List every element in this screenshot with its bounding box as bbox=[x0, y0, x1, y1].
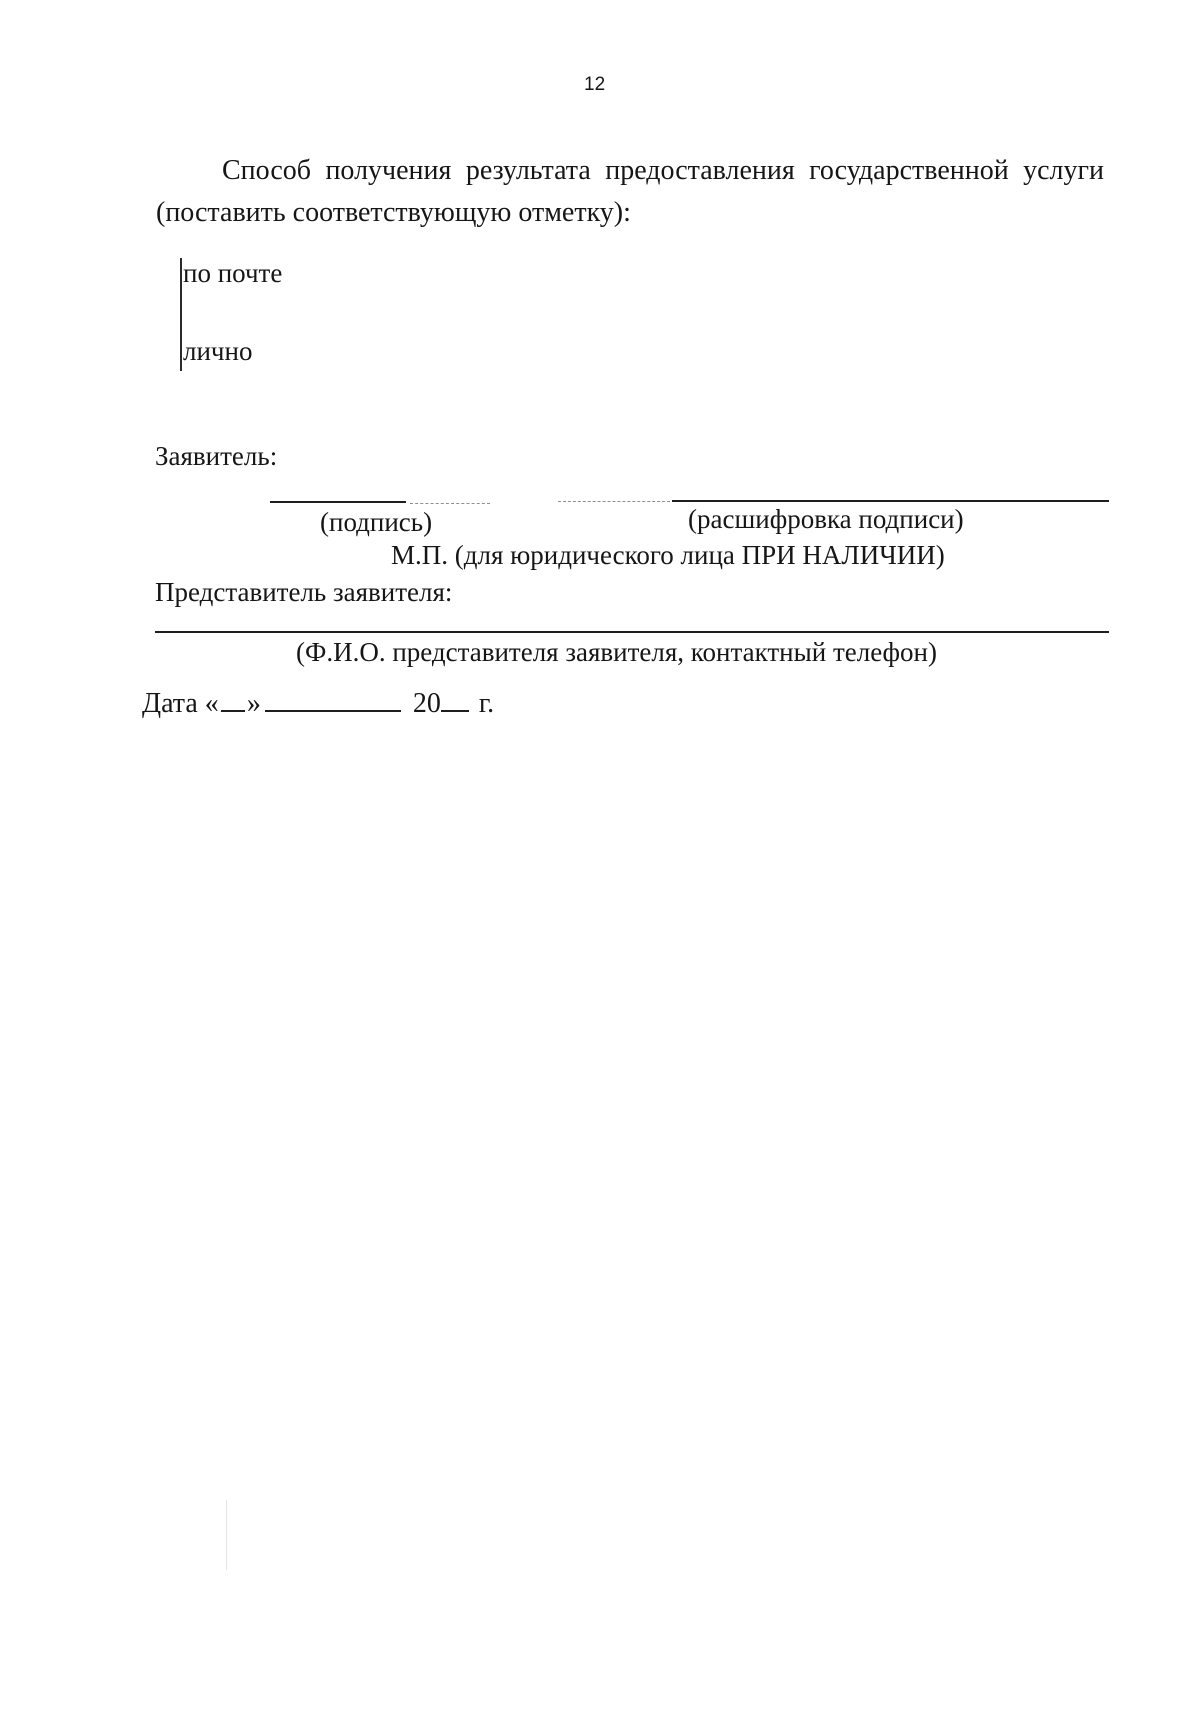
decode-field-line[interactable] bbox=[672, 500, 1109, 502]
signature-field-line[interactable] bbox=[270, 501, 406, 503]
signature-caption: (подпись) bbox=[320, 507, 433, 537]
representative-caption: (Ф.И.О. представителя заявителя, контактный телефон) bbox=[296, 637, 937, 667]
date-day-field[interactable] bbox=[221, 684, 245, 712]
date-month-field[interactable] bbox=[265, 684, 401, 712]
option-in-person[interactable]: лично bbox=[183, 336, 253, 366]
date-quote-close: » bbox=[246, 688, 261, 719]
date-prefix: Дата « bbox=[142, 688, 219, 719]
signature-field-faint-line bbox=[410, 503, 490, 504]
signature-decode-caption: (расшифровка подписи) bbox=[688, 504, 964, 534]
option-by-mail[interactable]: по почте bbox=[183, 258, 283, 288]
date-row bbox=[142, 684, 494, 720]
result-method-paragraph bbox=[156, 150, 1104, 234]
date-year-field[interactable] bbox=[441, 684, 469, 712]
scan-artifact bbox=[226, 1500, 228, 1570]
result-method-line-1: Способ получения результата предоставления государственной услуги bbox=[222, 155, 1104, 186]
representative-field-line[interactable] bbox=[155, 631, 1109, 633]
applicant-label: Заявитель: bbox=[155, 441, 278, 471]
result-method-line-2: (поставить соответствующую отметку): bbox=[156, 197, 631, 228]
date-suffix: г. bbox=[478, 688, 495, 719]
decode-field-faint-line bbox=[558, 501, 670, 502]
representative-label: Представитель заявителя: bbox=[155, 577, 453, 607]
page-number: 12 bbox=[584, 74, 606, 95]
stamp-caption: М.П. (для юридического лица ПРИ НАЛИЧИИ) bbox=[391, 540, 945, 570]
date-century: 20 bbox=[412, 688, 441, 719]
checkbox-column-border[interactable] bbox=[180, 258, 182, 371]
